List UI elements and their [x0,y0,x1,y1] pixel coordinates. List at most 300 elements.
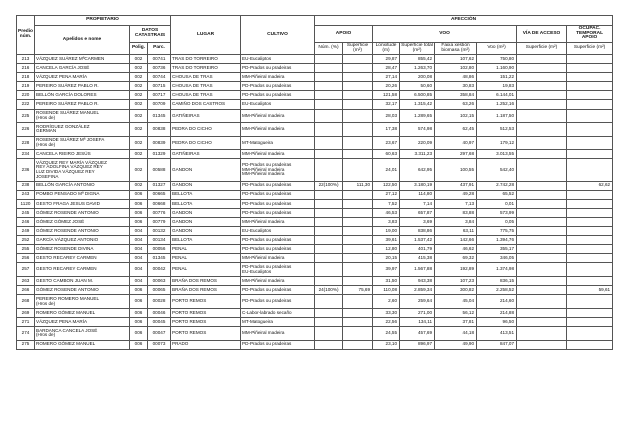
cell-ocupac-superficie [567,55,613,64]
cell-ocupac-superficie [567,109,613,123]
cell-parc: 00709 [148,100,171,109]
cell-voo-superficie-total: 415,38 [400,254,435,263]
cell-cultivo-line: EU-Eucaliptos [242,55,272,61]
cell-voo-superficie-total: 642,95 [400,159,435,181]
header-propietario: PROPIETARIO [35,16,171,26]
cell-cultivo [241,208,315,217]
cell-voo-superficie-total: 574,98 [400,123,435,137]
cell-predio: 222 [17,100,35,109]
cell-ocupac-superficie [567,308,613,317]
table-row [17,263,613,277]
cell-voo-faixa-biomasa: 107,23 [435,277,477,286]
cell-apellidos-nome-line: GESTO FRAGA JESUS DAVID [36,200,100,206]
cell-predio: 269 [17,308,35,317]
cell-apoio-num [315,317,343,326]
cell-voo-superficie-total: 1.289,65 [400,109,435,123]
cell-apoio-num [315,295,343,309]
cell-cultivo [241,327,315,341]
cell-apoio-superficie [343,64,373,73]
cell-cultivo-line: PD-Prados ou pradeiras [242,341,292,347]
cell-cultivo-line: MT-Matogueira [242,139,273,145]
cell-cultivo-line: MM-Piñeiral madeira [242,218,285,224]
cell-lugar: PORTO REMOS [171,317,241,326]
cell-polig: 002 [130,91,148,100]
cell-parc: 01345 [148,254,171,263]
header-polig: Polig. [130,43,148,55]
cell-apellidos-nome-line: GÓMEZ ROSENDE ANTONIO [36,286,99,292]
cell-ocupac-superficie [567,263,613,277]
table-row [17,82,613,91]
table-row [17,159,613,181]
table-header [17,16,613,55]
cell-apoio-superficie [343,263,373,277]
cell-apoio-num [315,263,343,277]
cell-parc: 00744 [148,73,171,82]
cell-voo-superficie-total: 838,86 [400,227,435,236]
cell-via-acceso-superficie [517,218,567,227]
cell-voo-faixa-biomasa: 358,84 [435,91,477,100]
cell-apellidos-nome-line: GÓMEZ ROSENDE DIVINA [36,245,94,251]
cell-cultivo [241,109,315,123]
cell-voo-m2: 847,07 [477,340,517,349]
cell-apellidos-nome-line: (Hros de) [36,300,56,306]
cell-apellidos-nome-line: RODRÍGUEZ GONZÁLEZ [36,123,90,129]
cell-via-acceso-superficie [517,227,567,236]
cell-apellidos-nome-line: VÁZQUEZ PENA MARÍA [36,73,88,79]
cell-voo-superficie-total: 943,38 [400,277,435,286]
cell-voo-faixa-biomasa: 30,83 [435,82,477,91]
cell-voo-lonxitude: 20,26 [373,82,400,91]
cell-lugar: PEDRA DO CICHO [171,123,241,137]
cell-voo-lonxitude: 110,08 [373,286,400,295]
cell-voo-m2: 1.187,50 [477,109,517,123]
cell-cultivo [241,91,315,100]
cell-parc: 00779 [148,218,171,227]
cell-ocupac-superficie [567,236,613,245]
cell-voo-faixa-biomasa: 107,62 [435,55,477,64]
cell-voo-lonxitude: 31,50 [373,277,400,286]
cell-parc: 00046 [148,308,171,317]
cell-apellidos-nome-line: CANCELA GARCÍA JOSÉ [36,64,90,70]
cell-voo-m2: 6.144,01 [477,91,517,100]
cell-cultivo-line: PD-Prados ou pradeiras [242,64,292,70]
cell-via-acceso-superficie [517,254,567,263]
cell-apoio-superficie [343,254,373,263]
cell-cultivo [241,181,315,190]
cell-voo-superficie-total: 2.859,34 [400,286,435,295]
cell-via-acceso-superficie [517,208,567,217]
cell-apoio-num [315,109,343,123]
cell-ocupac-superficie [567,150,613,159]
table-row [17,190,613,199]
cell-apellidos-nome [35,218,130,227]
cell-voo-m2: 96,50 [477,317,517,326]
cell-voo-lonxitude: 27,12 [373,190,400,199]
cell-voo-faixa-biomasa: 3,84 [435,218,477,227]
cell-voo-faixa-biomasa: 62,45 [435,123,477,137]
cell-voo-superficie-total: 1.537,42 [400,236,435,245]
cell-parc: 00063 [148,277,171,286]
cell-predio: 256 [17,254,35,263]
cell-polig: 004 [130,227,148,236]
cell-cultivo-line: MT-Matogueira [242,318,273,324]
cell-cultivo-line: PD-Prados ou pradeiras [242,245,292,251]
cell-parc: 00056 [148,245,171,254]
cell-cultivo-line: PD-Prados ou pradeiras [242,236,292,242]
cell-apellidos-nome [35,277,130,286]
cell-apellidos-nome [35,64,130,73]
header-lugar: LUGAR [171,16,241,55]
cell-predio: 246 [17,218,35,227]
cell-voo-lonxitude: 19,00 [373,227,400,236]
cell-parc: 01329 [148,150,171,159]
cell-via-acceso-superficie [517,159,567,181]
header-afeccion: AFECCIÓN [315,16,613,26]
table-row [17,55,613,64]
header-voo: VOO [373,26,517,43]
cell-polig: 006 [130,340,148,349]
cell-apellidos-nome [35,227,130,236]
cell-polig: 002 [130,136,148,150]
afeccion-table-container [16,15,611,350]
cell-lugar: BRAÑA DOS REMOS [171,286,241,295]
cell-ocupac-superficie [567,91,613,100]
cell-ocupac-superficie [567,136,613,150]
cell-apellidos-nome-line: VÁZQUEZ REY MARÍA VÁZQUEZ [36,159,107,165]
cell-apoio-num [315,55,343,64]
cell-predio: 213 [17,55,35,64]
cell-via-acceso-superficie [517,64,567,73]
cell-polig: 004 [130,277,148,286]
cell-ocupac-superficie [567,317,613,326]
cell-predio: 249 [17,227,35,236]
cell-apellidos-nome-line: GESTO RECAREY CARMEN [36,266,97,272]
cell-ocupac-superficie [567,82,613,91]
cell-cultivo-line: MM-Piñeiral madeira [242,151,285,157]
cell-voo-faixa-biomasa: 46,62 [435,245,477,254]
cell-apoio-superficie [343,218,373,227]
cell-voo-lonxitude: 28,03 [373,109,400,123]
cell-polig: 002 [130,55,148,64]
table-row [17,181,613,190]
cell-voo-lonxitude: 39,61 [373,236,400,245]
cell-ocupac-superficie [567,123,613,137]
cell-polig: 006 [130,317,148,326]
cell-polig: 006 [130,208,148,217]
cell-polig: 006 [130,327,148,341]
cell-cultivo-line: EU-Eucaliptos [242,268,272,274]
cell-apellidos-nome-line: REY ADOLFINA VÁZQUEZ REY [36,164,103,170]
cell-apellidos-nome [35,263,130,277]
cell-apoio-superficie [343,136,373,150]
cell-polig: 004 [130,245,148,254]
cell-voo-lonxitude: 23,10 [373,340,400,349]
cell-voo-superficie-total: 50,60 [400,82,435,91]
cell-apellidos-nome [35,308,130,317]
cell-lugar: CHOUSA DE TRAS [171,91,241,100]
cell-apellidos-nome [35,340,130,349]
cell-polig: 006 [130,218,148,227]
cell-voo-m2: 1.252,16 [477,100,517,109]
cell-parc: 00717 [148,91,171,100]
cell-parc: 01327 [148,181,171,190]
cell-via-acceso-superficie [517,181,567,190]
cell-cultivo-line: PD-Prados ou pradeiras [242,182,292,188]
cell-voo-superficie-total: 1.263,70 [400,64,435,73]
cell-apoio-num [315,73,343,82]
cell-apoio-superficie [343,227,373,236]
cell-apoio-num [315,82,343,91]
cell-apellidos-nome-line: VÁZQUEZ PENA MARÍA [36,318,88,324]
cell-voo-m2: 2.742,28 [477,181,517,190]
cell-cultivo [241,263,315,277]
table-row [17,317,613,326]
cell-voo-lonxitude: 121,58 [373,91,400,100]
cell-lugar: GANDON [171,218,241,227]
cell-cultivo [241,317,315,326]
cell-cultivo [241,73,315,82]
cell-predio: 252 [17,236,35,245]
table-row [17,295,613,309]
cell-apoio-num [315,123,343,137]
cell-voo-faixa-biomasa: 49,28 [435,190,477,199]
cell-apoio-num [315,190,343,199]
cell-voo-superficie-total: 259,64 [400,295,435,309]
cell-apellidos-nome-line: (Hros de) [36,142,56,148]
cell-apellidos-nome-line: GÓMEZ GÓMEZ JOSÉ [36,218,85,224]
cell-lugar: BELLOTA [171,236,241,245]
cell-voo-m2: 1.374,98 [477,263,517,277]
header-faixa: Faixa xestión biomasa (m²) [435,43,477,55]
table-row [17,91,613,100]
cell-cultivo-line: PD-Prados ou pradeiras [242,92,292,98]
cell-voo-m2: 3.013,55 [477,150,517,159]
cell-apoio-superficie [343,340,373,349]
cell-apellidos-nome-line: VÁZQUEZ SUÁREZ MªCARMEN [36,55,105,61]
cell-apoio-superficie [343,82,373,91]
cell-apoio-num [315,227,343,236]
cell-cultivo [241,245,315,254]
cell-ocupac-superficie: 62,62 [567,181,613,190]
table-row [17,227,613,236]
cell-voo-faixa-biomasa: 297,68 [435,150,477,159]
cell-via-acceso-superficie [517,55,567,64]
cell-apoio-num: 22(100%) [315,181,343,190]
cell-voo-m2: 19,83 [477,82,517,91]
cell-apellidos-nome-line: CANCELA RIEIRO JESÚS [36,151,91,157]
cell-ocupac-superficie [567,159,613,181]
cell-voo-superficie-total: 401,79 [400,245,435,254]
cell-voo-faixa-biomasa: 63,11 [435,227,477,236]
cell-apoio-superficie [343,123,373,137]
cell-apoio-num [315,150,343,159]
cell-voo-faixa-biomasa: 44,18 [435,327,477,341]
cell-polig: 002 [130,159,148,181]
cell-apellidos-nome-line: GERMAN [36,128,57,134]
cell-apellidos-nome-line: (Hros de) [36,332,56,338]
cell-cultivo-line: MM-Piñeiral madeira [242,126,285,132]
cell-parc: 01345 [148,109,171,123]
cell-voo-lonxitude: 28,47 [373,64,400,73]
cell-apellidos-nome-line: ROSENDE SUÁREZ Mª JOSEFA [36,137,105,143]
cell-voo-superficie-total: 114,80 [400,190,435,199]
cell-apellidos-nome [35,236,130,245]
cell-apellidos-nome-line: PEREIRO ROMERO MANUEL [36,295,100,301]
cell-lugar: PENAL [171,254,241,263]
cell-parc: 00715 [148,82,171,91]
cell-apoio-num [315,199,343,208]
cell-voo-m2: 346,05 [477,254,517,263]
cell-voo-superficie-total: 220,09 [400,136,435,150]
cell-predio: 238 [17,181,35,190]
cell-apoio-num [315,91,343,100]
cell-apoio-num [315,218,343,227]
cell-apoio-superficie [343,308,373,317]
cell-voo-lonxitude: 60,63 [373,150,400,159]
cell-apoio-superficie [343,317,373,326]
cell-apellidos-nome [35,295,130,309]
cell-predio: 268 [17,295,35,309]
cell-voo-m2: 0,01 [477,199,517,208]
cell-apellidos-nome-line: GÓMEZ ROSENDE ANTONIO [36,209,99,215]
cell-voo-faixa-biomasa: 40,97 [435,136,477,150]
cell-apellidos-nome [35,73,130,82]
cell-cultivo-line: EU-Eucaliptos [242,227,272,233]
header-predio: Predio núm. [17,16,35,55]
cell-parc: 00045 [148,317,171,326]
cell-voo-m2: 413,51 [477,327,517,341]
cell-lugar: TRAS DO TORREIRO [171,55,241,64]
cell-apellidos-nome-line: PEREIRO SUÁREZ PABLO R. [36,101,99,107]
cell-predio: 218 [17,73,35,82]
cell-ocupac-superficie [567,327,613,341]
cell-parc: 00588 [148,159,171,181]
table-row [17,277,613,286]
header-sup-ocupac: Superficie (m²) [567,43,613,55]
cell-voo-faixa-biomasa: 56,12 [435,308,477,317]
table-row [17,236,613,245]
cell-voo-faixa-biomasa: 300,82 [435,286,477,295]
cell-voo-lonxitude: 24,55 [373,327,400,341]
cell-apellidos-nome-line: (Hros de) [36,114,56,120]
cell-apellidos-nome [35,181,130,190]
cell-apoio-superficie [343,327,373,341]
cell-voo-m2: 750,80 [477,55,517,64]
cell-voo-faixa-biomasa: 100,55 [435,159,477,181]
cell-predio: 226 [17,123,35,137]
cell-apellidos-nome-line: ROMERO GÓMEZ MANUEL [36,309,96,315]
cell-polig: 002 [130,123,148,137]
cell-apellidos-nome-line: LUZ DIVIDA VÁZQUEZ REY [36,169,95,175]
cell-cultivo-line: PD-Prados ou pradeiras [242,191,292,197]
cell-voo-lonxitude: 39,97 [373,263,400,277]
cell-cultivo-line: MM-Piñeiral madeira [242,73,285,79]
cell-voo-superficie-total: 6.500,85 [400,91,435,100]
cell-apoio-superficie [343,109,373,123]
cell-ocupac-superficie [567,64,613,73]
cell-voo-faixa-biomasa: 63,26 [435,100,477,109]
cell-voo-faixa-biomasa: 49,90 [435,340,477,349]
cell-apellidos-nome-line: GARCÍA VÁZQUEZ ANTONIO [36,236,99,242]
cell-voo-lonxitude: 29,87 [373,55,400,64]
cell-apellidos-nome [35,55,130,64]
cell-polig: 006 [130,286,148,295]
cell-via-acceso-superficie [517,199,567,208]
cell-voo-m2: 775,75 [477,227,517,236]
cell-voo-superficie-total: 457,69 [400,327,435,341]
cell-cultivo-line: MM-Piñeiral madeira [242,112,285,118]
cell-apellidos-nome [35,82,130,91]
cell-apoio-superficie [343,55,373,64]
header-cultivo: CULTIVO [241,16,315,55]
cell-apellidos-nome [35,327,130,341]
cell-via-acceso-superficie [517,100,567,109]
cell-ocupac-superficie [567,295,613,309]
cell-voo-lonxitude: 22,56 [373,317,400,326]
cell-via-acceso-superficie [517,263,567,277]
cell-apellidos-nome [35,150,130,159]
cell-cultivo-line: EU-Eucaliptos [242,101,272,107]
cell-voo-lonxitude: 122,50 [373,181,400,190]
cell-apoio-superficie [343,150,373,159]
header-parc: Parc. [148,43,171,55]
cell-cultivo [241,277,315,286]
cell-voo-superficie-total: 855,42 [400,55,435,64]
cell-voo-superficie-total: 896,97 [400,340,435,349]
cell-via-acceso-superficie [517,136,567,150]
cell-apellidos-nome [35,100,130,109]
cell-via-acceso-superficie [517,109,567,123]
cell-voo-faixa-biomasa: 45,04 [435,295,477,309]
cell-cultivo-line: PD-Prados ou pradeiras [242,82,292,88]
cell-parc: 00776 [148,208,171,217]
cell-apellidos-nome [35,208,130,217]
header-via-acceso: VÍA DE ACCESO [517,26,567,43]
cell-apoio-superficie [343,277,373,286]
cell-lugar: BELLOTA [171,199,241,208]
cell-lugar: PENAL [171,263,241,277]
cell-ocupac-superficie [567,277,613,286]
cell-parc: 00668 [148,199,171,208]
cell-polig: 002 [130,100,148,109]
cell-cultivo-line: MM-Piñeiral madeira [242,166,285,172]
cell-voo-m2: 214,60 [477,295,517,309]
header-ocupac-temporal: OCUPAC. TEMPORAL APOIO [567,26,613,43]
cell-polig: 004 [130,254,148,263]
cell-voo-faixa-biomasa: 437,91 [435,181,477,190]
cell-voo-m2: 573,99 [477,208,517,217]
cell-predio: 220 [17,91,35,100]
cell-apoio-num [315,308,343,317]
cell-voo-lonxitude: 3,83 [373,218,400,227]
cell-predio: 266 [17,286,35,295]
cell-apoio-superficie [343,159,373,181]
cell-apoio-num: 24(100%) [315,286,343,295]
cell-predio: 245 [17,208,35,217]
cell-apoio-superficie [343,199,373,208]
cell-ocupac-superficie [567,100,613,109]
cell-voo-m2: 214,88 [477,308,517,317]
cell-ocupac-superficie [567,199,613,208]
cell-ocupac-superficie [567,254,613,263]
cell-voo-superficie-total: 134,11 [400,317,435,326]
cell-voo-m2: 1.160,90 [477,64,517,73]
cell-cultivo-line: PD-Prados ou pradeiras [242,161,292,167]
cell-via-acceso-superficie [517,82,567,91]
cell-parc: 00132 [148,227,171,236]
cell-predio: 263 [17,277,35,286]
table-row [17,150,613,159]
